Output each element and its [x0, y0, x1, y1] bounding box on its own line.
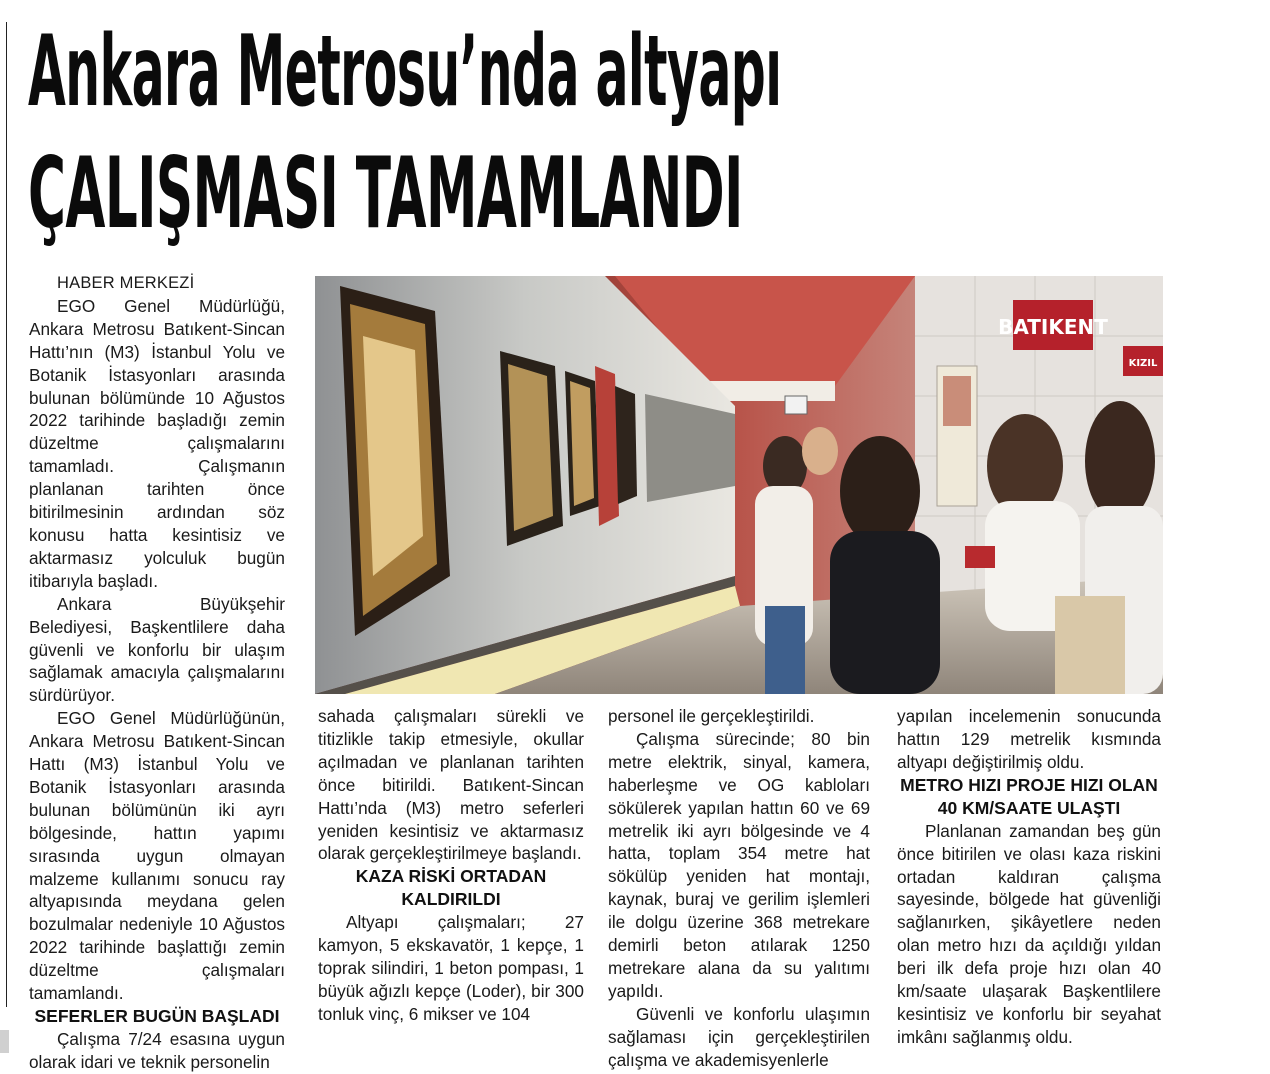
paragraph: Altyapı çalışmaları; 27 kamyon, 5 ekskavatör, 1 kepçe, 1 toprak silindiri, 1 beton pompası, 1 büyük ağızlı kepçe (Loder), bir 300 tonluk vinç, 6 mikser ve 104: [318, 912, 584, 1024]
paragraph: EGO Genel Müdürlüğü, Ankara Metrosu Batıkent-Sincan Hattı’nın (M3) İstanbul Yolu ve Botanik İstasyonları arasında bulunan bölümünde 10 Ağustos 2022 tarihinde başladığı zemin düzeltme çalışmalarını tamamladı. Çalışmanın planlanan tarihten önce bitirilmesinin ardından söz konusu hatta kesintisiz ve aktarmasız yolculuk bugün itibarıyla başladı.: [29, 295, 285, 591]
headline-line-2: ÇALIŞMASI TAMAMLANDI: [28, 137, 743, 252]
paragraph: Ankara Büyükşehir Belediyesi, Başkentlilere daha güvenli ve konforlu bir ulaşım sağlamak amacıyla çalışmalarını sürdürüyor.: [29, 593, 285, 706]
paragraph: Çalışma sürecinde; 80 bin metre elektrik, sinyal, kamera, haberleşme ve OG kabloları sökülerek yapılan hattın 60 ve 69 metrelik iki ayrı bölgesinde ve 4 hatta, toplam 354 metre hat sökülüp yeniden hat montajı, kaynak, buraj ve gerilim işlemleri ile dolgu üzerine 368 metrekare demirli beton atılarak 1250 metrekare alana da su yalıtımı yapıldı.: [608, 728, 870, 1001]
paragraph: yapılan incelemenin sonucunda hattın 129 metrelik kısmında altyapı değiştirilmiş oldu.: [897, 706, 1161, 772]
paragraph: EGO Genel Müdürlüğünün, Ankara Metrosu Batıkent-Sincan Hattı (M3) İstanbul Yolu ve Botanik İstasyonları arasında bulunan bölümünün iki ayrı bölgesinde, hattın yapımı sırasında uygun olmayan malzeme kullanımı sonucu ray altyapısında meydana gelen bozulmalar nedeniyle 10 Ağustos 2022 tarihinde başlattığı zemin düzeltme çalışmaları tamamlandı.: [29, 708, 285, 1004]
paragraph: Güvenli ve konforlu ulaşımın sağlaması için gerçekleştirilen çalışma ve akademisyenlerle: [608, 1003, 870, 1070]
paragraph: Çalışma 7/24 esasına uygun olarak idari ve teknik personelin: [29, 1029, 285, 1072]
page-edge-rule: [6, 22, 7, 1007]
headline-line-1: Ankara Metrosu’nda altyapı: [28, 15, 782, 130]
subheading-seferler: SEFERLER BUGÜN BAŞLADI: [34, 1006, 280, 1026]
subheading-kaza-riski: KAZA RİSKİ ORTADAN KALDIRILDI: [355, 866, 547, 910]
article-column-2: [318, 705, 584, 1026]
paragraph: Planlanan zamandan beş gün önce bitirilen ve olası kaza riskini ortadan kaldıran çalışma sayesinde, bölgede hat güvenliği sağlanırken, şikâyetlere neden olan metro hızı da açıldığı yıldan beri ilk defa proje hızı olan 40 km/saate ulaşarak Başkentlilere kesintisiz ve konforlu bir seyahat imkânı sağlanmış oldu.: [897, 820, 1161, 1047]
byline: HABER MERKEZİ: [57, 274, 195, 292]
page-edge-mark: [0, 1030, 9, 1053]
article-column-3: [608, 705, 870, 1072]
article-column-4: [897, 705, 1161, 1049]
station-sign-batikent: BATIKENT: [998, 315, 1108, 339]
side-sign: KIZIL: [1128, 358, 1158, 369]
article-column-1: [29, 272, 285, 1074]
paragraph: sahada çalışmaları sürekli ve titizlikle takip etmesiyle, okullar açılmadan ve planlanan tarihten önce bitirildi. Batıkent-Sincan Hattı’nda (M3) metro seferleri yeniden kesintisiz ve aktarmasız olarak gerçekleştirilmeye başlandı.: [318, 706, 584, 864]
subheading-metro-hizi: METRO HIZI PROJE HIZI OLAN 40 KM/SAATE ULAŞTI: [900, 774, 1158, 818]
paragraph: personel ile gerçekleştirildi.: [608, 706, 815, 726]
metro-platform-photo: [315, 276, 1163, 694]
